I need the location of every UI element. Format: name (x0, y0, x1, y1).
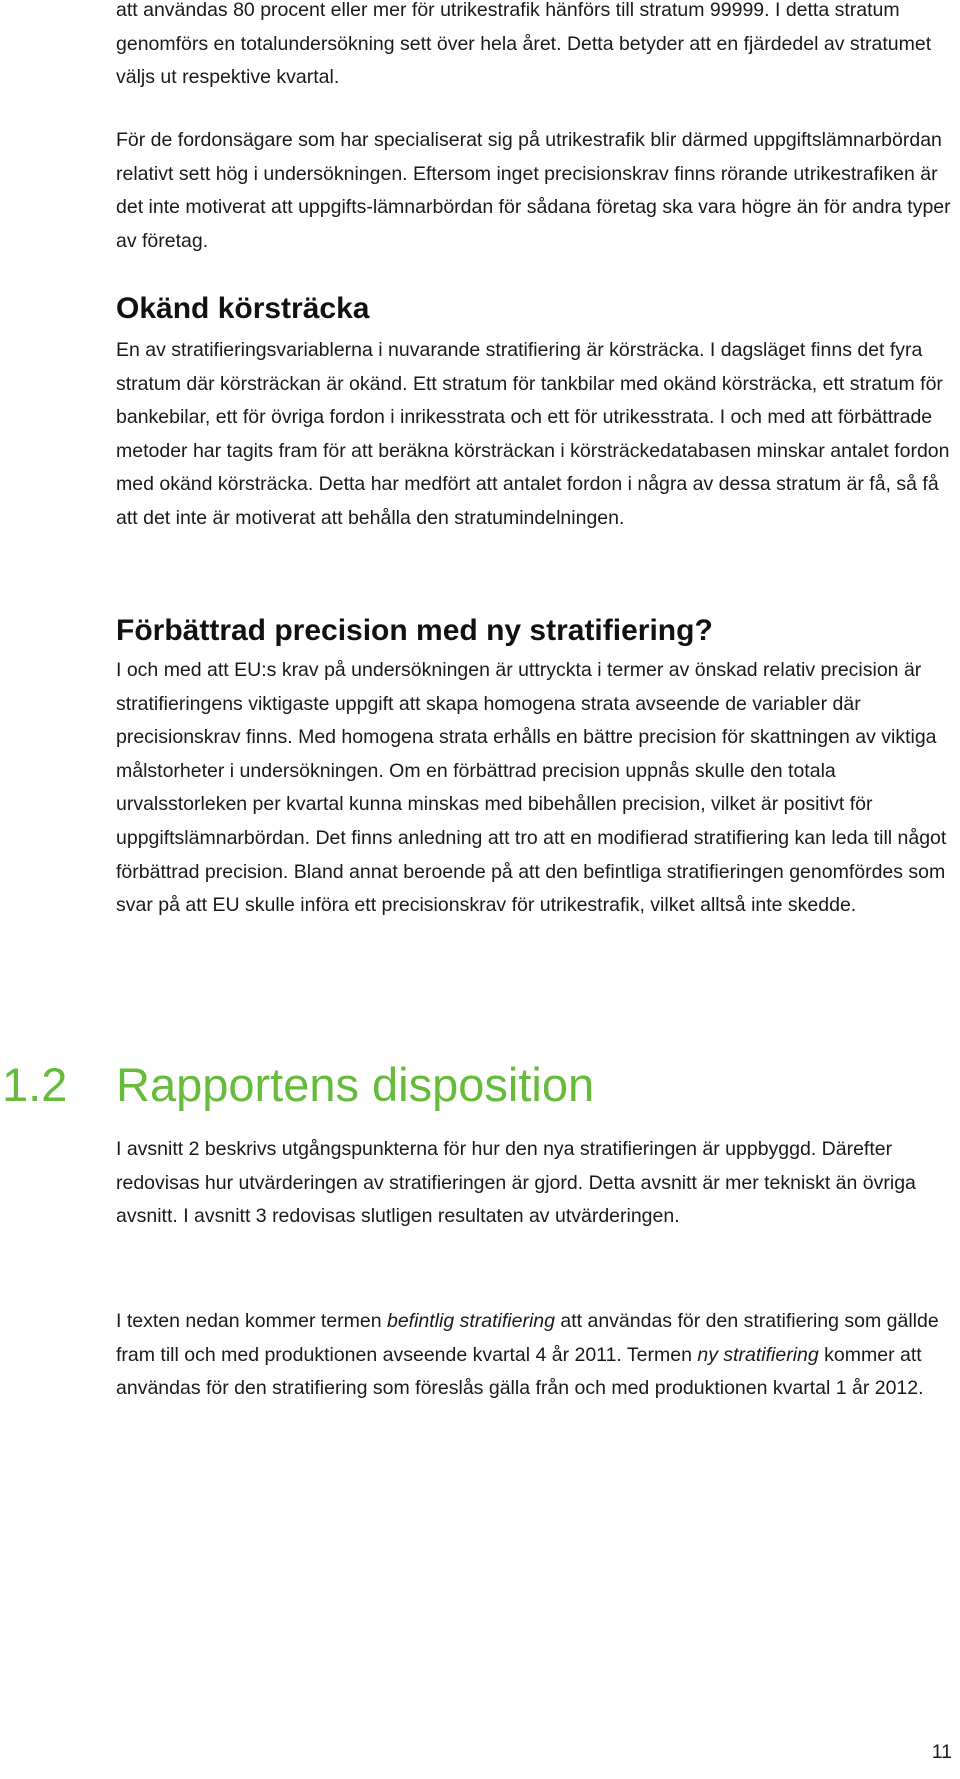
chapter-title: Rapportens disposition (116, 1058, 595, 1111)
section-forbattrad-precision (116, 612, 952, 923)
paragraph-avsnitt: I avsnitt 2 beskrivs utgångspunkterna för hur den nya stratifieringen är uppbyggd. Därefter redovisas hur utvärderingen av stratifieringen är gjord. Detta avsnitt är mer tekniskt än övriga avsnitt. I avsnitt 3 redovisas slutligen resultaten av utvärderingen. (116, 1138, 916, 1228)
paragraph-termer-part-a: I texten nedan kommer termen (116, 1310, 387, 1332)
heading-okand-korstracka: Okänd körsträcka (116, 292, 370, 325)
term-befintlig-stratifiering: befintlig stratifiering (386, 1310, 555, 1332)
continued-paragraph: att användas 80 procent eller mer för utrikestrafik hänförs till stratum 99999. I detta stratum genomförs en totalundersökning sett över hela året. Detta betyder att en fjärdedel av stratumet väljs ut respektive kvartal. (116, 0, 932, 89)
chapter-number: 1.2 (2, 1058, 68, 1111)
section-okand-korstracka (116, 290, 952, 536)
paragraph-termer-part-b: att användas för den stratifiering som gällde fram till och med produktionen avseende kvartal 4 år 2011. Termen (116, 1310, 939, 1366)
paragraph-forbattrad-precision: I och med att EU:s krav på undersökningen är uttryckta i termer av önskad relativ precision är stratifieringens viktigaste uppgift att skapa homogena strata avseende de variabler där precisionskrav finns. Med homogena strata erhålls en bättre precision för skattningen av viktiga målstorheter i undersökningen. Om en förbättrad precision uppnås skulle den totala urvalsstorleken per kvartal kunna minskas med bibehållen precision, vilket är positivt för uppgiftslämnarbördan. Det finns anledning att tro att en modifierad stratifiering kan leda till något förbättrad precision. Bland annat beroende på att den befintliga stratifieringen genomfördes som svar på att EU skulle införa ett precisionskrav för utrikestrafik, vilket alltså inte skedde. (116, 659, 947, 917)
paragraph-termer-part-c: kommer att användas för den stratifiering som föreslås gälla från och med produktionen kvartal 1 år 2012. (116, 1343, 924, 1400)
paragraph-block-1 (116, 124, 952, 258)
paragraph-utrikestrafik: För de fordonsägare som har specialiserat sig på utrikestrafik blir därmed uppgiftslämnarbördan relativt sett hög i undersökningen. Eftersom inget precisionskrav finns rörande utrikestrafiken är det inte motiverat att uppgifts-lämnarbördan för sådana företag ska vara högre än för andra typer av företag. (116, 129, 951, 252)
continued-paragraph-block (116, 0, 952, 95)
paragraph-termer (116, 1305, 952, 1406)
chapter-paragraph-block-2 (116, 1305, 952, 1406)
page-number: 11 (931, 1741, 952, 1763)
chapter-paragraph-block-1 (116, 1133, 952, 1234)
paragraph-okand-korstracka: En av stratifieringsvariablerna i nuvarande stratifiering är körsträcka. I dagsläget finns det fyra stratum där körsträckan är okänd. Ett stratum för tankbilar med okänd körsträcka, ett stratum för bankebilar, ett för övriga fordon i inrikesstrata och ett för utrikesstrata. I och med att förbättrade metoder har tagits fram för att beräkna körsträckan i körsträckedatabasen minskar antalet fordon med okänd körsträcka. Detta har medfört att antalet fordon i några av dessa stratum är få, så få att det inte är motiverat att behålla den stratumindelningen. (116, 339, 950, 529)
heading-forbattrad-precision: Förbättrad precision med ny stratifiering? (116, 614, 713, 647)
term-ny-stratifiering: ny stratifiering (697, 1343, 819, 1366)
